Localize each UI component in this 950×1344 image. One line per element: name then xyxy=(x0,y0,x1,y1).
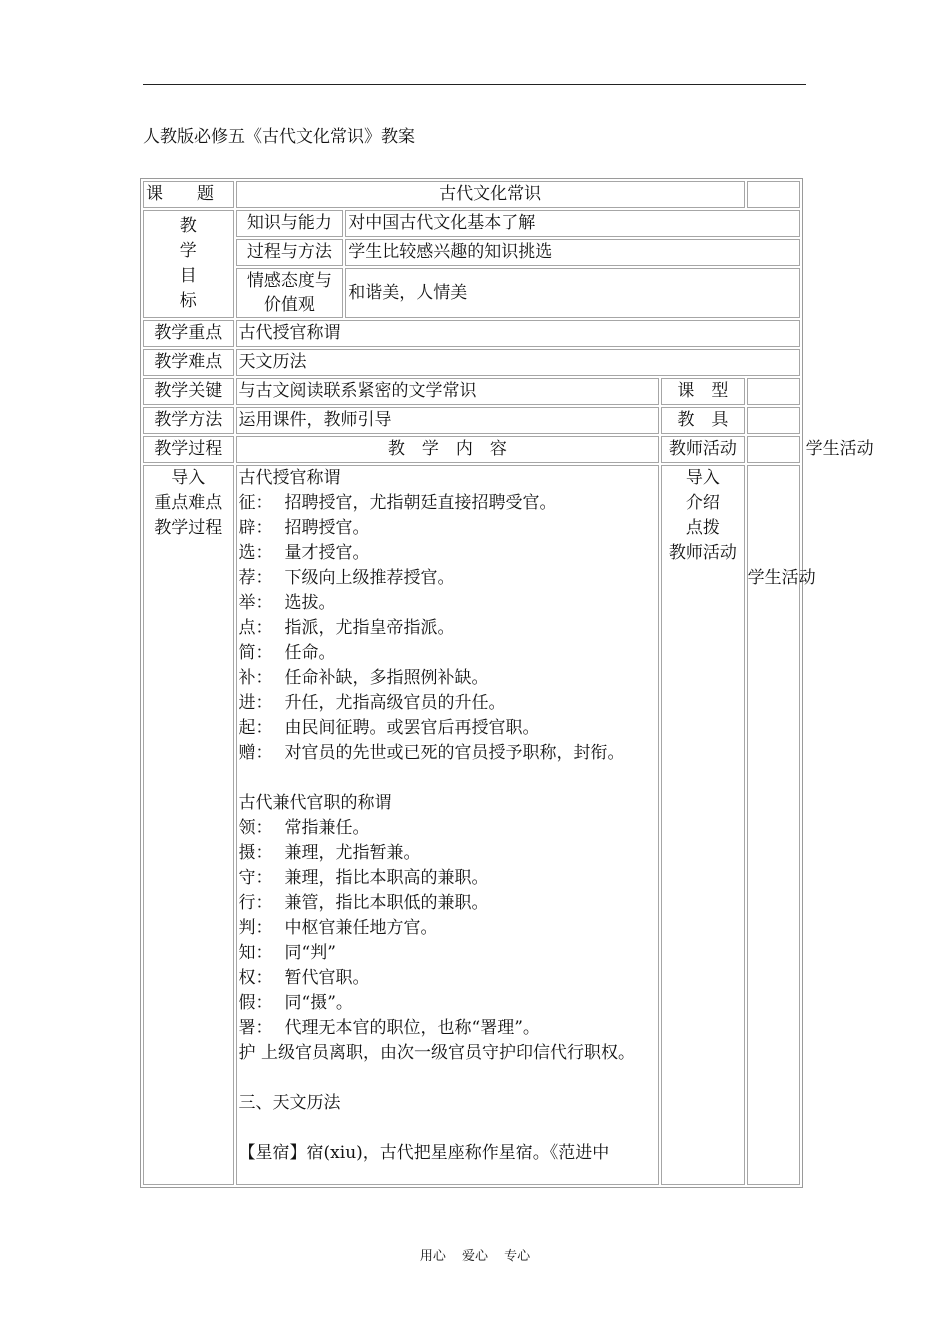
term: 简： xyxy=(238,643,273,663)
key-value: 与古文阅读联系紧密的文学常识 xyxy=(236,378,660,405)
term: 征： xyxy=(238,493,273,513)
method-value: 运用课件，教师引导 xyxy=(236,407,660,434)
process-header-row xyxy=(143,436,800,463)
content-line xyxy=(239,741,657,766)
teacher-activity-column: 导入 介绍 点拨 教师活动 xyxy=(661,465,745,1185)
key-point-row xyxy=(143,320,800,347)
document-title: 人教版必修五《古代文化常识》教案 xyxy=(143,127,415,147)
content-line xyxy=(239,591,657,616)
topic-row xyxy=(143,181,800,208)
term-description: 选拔。 xyxy=(284,593,336,613)
topic-value: 古代文化常识 xyxy=(236,181,745,208)
stage-process: 教学过程 xyxy=(154,518,223,538)
term: 举： xyxy=(238,593,273,613)
lesson-type-value xyxy=(747,378,800,405)
term: 点： xyxy=(238,618,273,638)
method-label: 教学方法 xyxy=(143,407,234,434)
teacher-header: 教师活动 xyxy=(661,436,745,463)
footer-word: 用心 xyxy=(419,1249,446,1264)
stage-focus: 重点难点 xyxy=(154,493,223,513)
term: 进： xyxy=(238,693,273,713)
term: 权： xyxy=(238,968,273,988)
term-description: 任命补缺，多指照例补缺。 xyxy=(284,668,489,688)
key-row xyxy=(143,378,800,405)
term-description: 招聘授官，尤指朝廷直接招聘受官。 xyxy=(284,493,557,513)
term-description: 下级向上级推荐授官。 xyxy=(284,568,455,588)
tools-label: 教 具 xyxy=(661,407,745,434)
content-line xyxy=(239,916,657,941)
term-description: 招聘授官。 xyxy=(284,518,370,538)
key-label: 教学关键 xyxy=(143,378,234,405)
term: 起： xyxy=(238,718,273,738)
objective-value-attitude: 和谐美，人情美 xyxy=(345,268,800,318)
difficulty-row xyxy=(143,349,800,376)
content-line xyxy=(239,866,657,891)
star-line: 【星宿】宿(xiu)，古代把星座称作星宿。《范进中 xyxy=(238,1143,610,1163)
lesson-plan-table xyxy=(140,178,874,1188)
content-line xyxy=(239,666,657,691)
content-line xyxy=(239,491,657,516)
content-line xyxy=(239,841,657,866)
term: 行： xyxy=(238,893,273,913)
process-label: 教学过程 xyxy=(143,436,234,463)
content-line xyxy=(239,641,657,666)
term: 守： xyxy=(238,868,273,888)
content-line xyxy=(239,541,657,566)
process-stage-column xyxy=(143,465,234,1185)
key-point-label: 教学重点 xyxy=(143,320,234,347)
term-description: 中枢官兼任地方官。 xyxy=(284,918,438,938)
hu-line: 护 上级官员离职，由次一级官员守护印信代行职权。 xyxy=(238,1043,635,1063)
objective-row-knowledge xyxy=(143,210,800,237)
content-line xyxy=(239,966,657,991)
term-description: 兼理，尤指暂兼。 xyxy=(284,843,421,863)
topic-label: 课 题 xyxy=(143,181,234,208)
content-line xyxy=(239,1016,657,1041)
key-point-value: 古代授官称谓 xyxy=(236,320,800,347)
term: 署： xyxy=(238,1018,273,1038)
term: 领： xyxy=(238,818,273,838)
topic-extra-cell xyxy=(747,181,800,208)
process-body-row xyxy=(143,465,800,1185)
section-title: 古代兼代官职的称谓 xyxy=(238,793,392,813)
term: 知： xyxy=(238,943,273,963)
content-line xyxy=(239,891,657,916)
term: 假： xyxy=(238,993,273,1013)
objective-label-knowledge: 知识与能力 xyxy=(236,210,344,237)
section2-list xyxy=(239,816,657,1041)
content-line xyxy=(239,816,657,841)
term-description: 升任，尤指高级官员的升任。 xyxy=(284,693,506,713)
term: 荐： xyxy=(238,568,273,588)
objective-label-process: 过程与方法 xyxy=(236,239,344,266)
term-description: 由民间征聘。或罢官后再授官职。 xyxy=(284,718,540,738)
section1-list xyxy=(239,491,657,766)
objectives-label: 教 学 目 标 xyxy=(143,210,234,318)
objective-row-process xyxy=(143,239,800,266)
difficulty-label: 教学难点 xyxy=(143,349,234,376)
student-header-cell xyxy=(747,436,874,463)
footer xyxy=(0,1248,950,1266)
term-description: 暂代官职。 xyxy=(284,968,370,988)
term: 选： xyxy=(238,543,273,563)
content-line xyxy=(239,716,657,741)
objective-row-attitude xyxy=(143,268,800,318)
term: 赠： xyxy=(238,743,273,763)
objective-value-process: 学生比较感兴趣的知识挑选 xyxy=(345,239,800,266)
lesson-type-label: 课 型 xyxy=(661,378,745,405)
content-line xyxy=(239,691,657,716)
section-title: 古代授官称谓 xyxy=(238,468,341,488)
objective-value-knowledge: 对中国古代文化基本了解 xyxy=(345,210,800,237)
tools-value xyxy=(747,407,800,434)
term: 摄： xyxy=(238,843,273,863)
method-row xyxy=(143,407,800,434)
term-description: 常指兼任。 xyxy=(284,818,370,838)
term-description: 量才授官。 xyxy=(284,543,370,563)
difficulty-value: 天文历法 xyxy=(236,349,800,376)
header-rule xyxy=(143,84,806,85)
term-description: 代理无本官的职位，也称“署理”。 xyxy=(284,1018,540,1038)
footer-word: 爱心 xyxy=(461,1249,488,1264)
content-line xyxy=(239,941,657,966)
term-description: 兼管，指比本职低的兼职。 xyxy=(284,893,489,913)
term: 判： xyxy=(238,918,273,938)
content-header: 教 学 内 容 xyxy=(236,436,660,463)
section-title: 三、天文历法 xyxy=(238,1093,341,1113)
student-activity-column xyxy=(747,465,816,1185)
teaching-content xyxy=(236,465,660,1185)
term: 补： xyxy=(238,668,273,688)
term-description: 任命。 xyxy=(284,643,336,663)
content-line xyxy=(239,616,657,641)
term-description: 同“判” xyxy=(284,943,336,963)
footer-word: 专心 xyxy=(504,1249,531,1264)
objective-label-attitude: 情感态度与 价值观 xyxy=(236,268,344,318)
student-header: 学生活动 xyxy=(805,439,874,459)
term-description: 同“摄”。 xyxy=(284,993,353,1013)
term: 辟： xyxy=(238,518,273,538)
content-line xyxy=(239,516,657,541)
content-line xyxy=(239,566,657,591)
stage-intro: 导入 xyxy=(171,468,206,488)
term-description: 对官员的先世或已死的官员授予职称，封衔。 xyxy=(284,743,625,763)
term-description: 指派，尤指皇帝指派。 xyxy=(284,618,455,638)
term-description: 兼理，指比本职高的兼职。 xyxy=(284,868,489,888)
student-activity: 学生活动 xyxy=(747,568,816,588)
content-line xyxy=(239,991,657,1016)
